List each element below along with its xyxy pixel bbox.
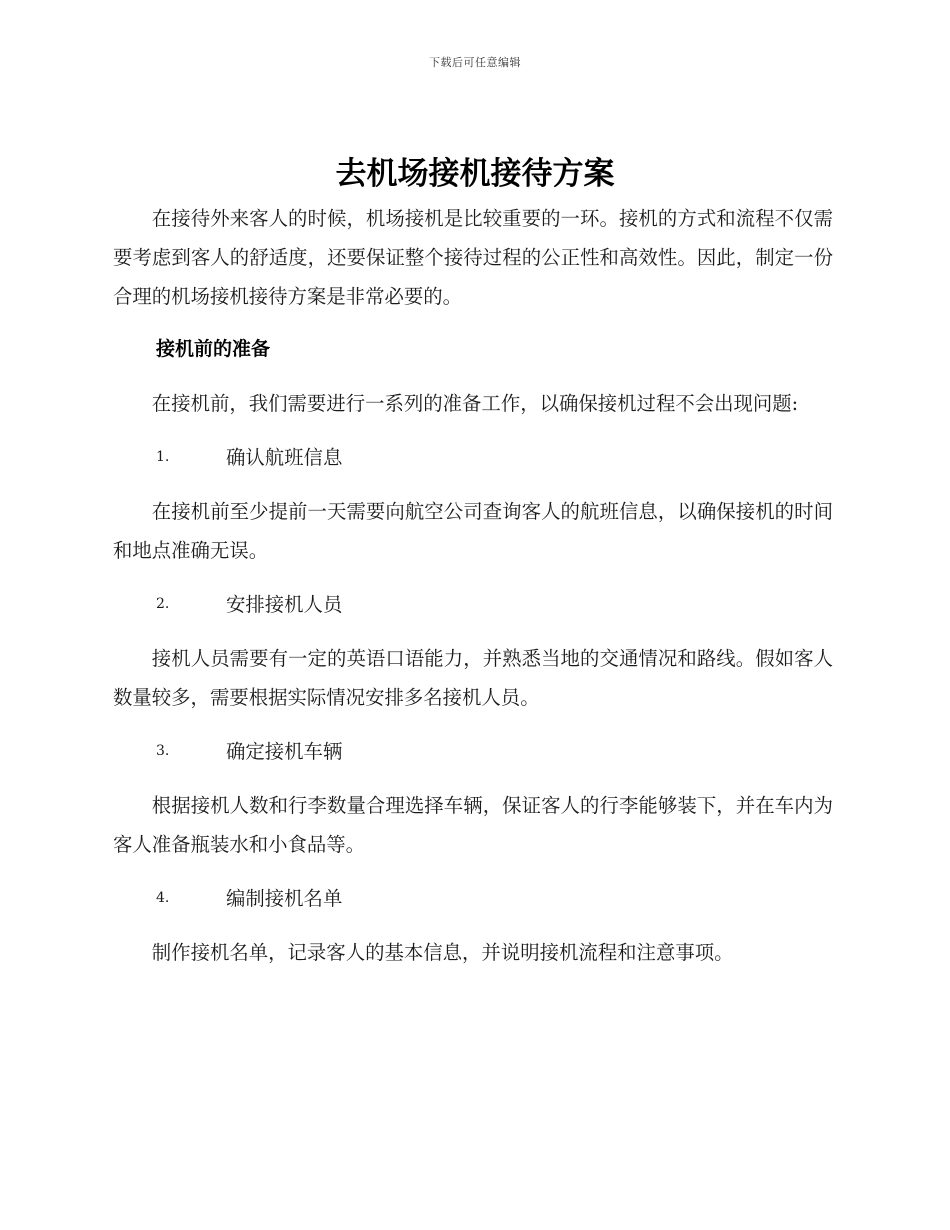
list-item-heading [113, 585, 833, 624]
list-item-title: 确定接机车辆 [226, 740, 343, 763]
list-item-heading [113, 438, 833, 477]
list-item-title: 安排接机人员 [226, 593, 343, 616]
list-item-body: 接机人员需要有一定的英语口语能力，并熟悉当地的交通情况和路线。假如客人数量较多，需要根据实际情况安排多名接机人员。 [113, 647, 833, 709]
list-item-number: 4. [156, 890, 170, 906]
list-item-title: 确认航班信息 [226, 446, 343, 469]
list-item-number: 2. [156, 596, 170, 612]
section-intro-paragraph: 在接机前，我们需要进行一系列的准备工作，以确保接机过程不会出现问题: [151, 392, 799, 415]
list-item-body: 在接机前至少提前一天需要向航空公司查询客人的航班信息，以确保接机的时间和地点准确无误。 [113, 500, 833, 562]
list-item-heading [113, 879, 833, 918]
list-item-number: 1. [156, 449, 170, 465]
list-item-heading [113, 732, 833, 771]
list-item-number: 3. [156, 743, 170, 759]
intro-paragraph: 在接待外来客人的时候，机场接机是比较重要的一环。接机的方式和流程不仅需要考虑到客人的舒适度，还要保证整个接待过程的公正性和高效性。因此，制定一份合理的机场接机接待方案是非常必要的。 [113, 207, 833, 308]
list-item-body: 根据接机人数和行李数量合理选择车辆，保证客人的行李能够装下，并在车内为客人准备瓶装水和小食品等。 [113, 794, 833, 856]
document-body [113, 199, 833, 972]
page-header-note: 下载后可任意编辑 [429, 56, 521, 69]
section-heading: 接机前的准备 [156, 338, 271, 360]
list-item-body: 制作接机名单，记录客人的基本信息，并说明接机流程和注意事项。 [151, 941, 734, 964]
document-title: 去机场接机接待方案 [335, 156, 615, 192]
list-item-title: 编制接机名单 [226, 887, 343, 910]
